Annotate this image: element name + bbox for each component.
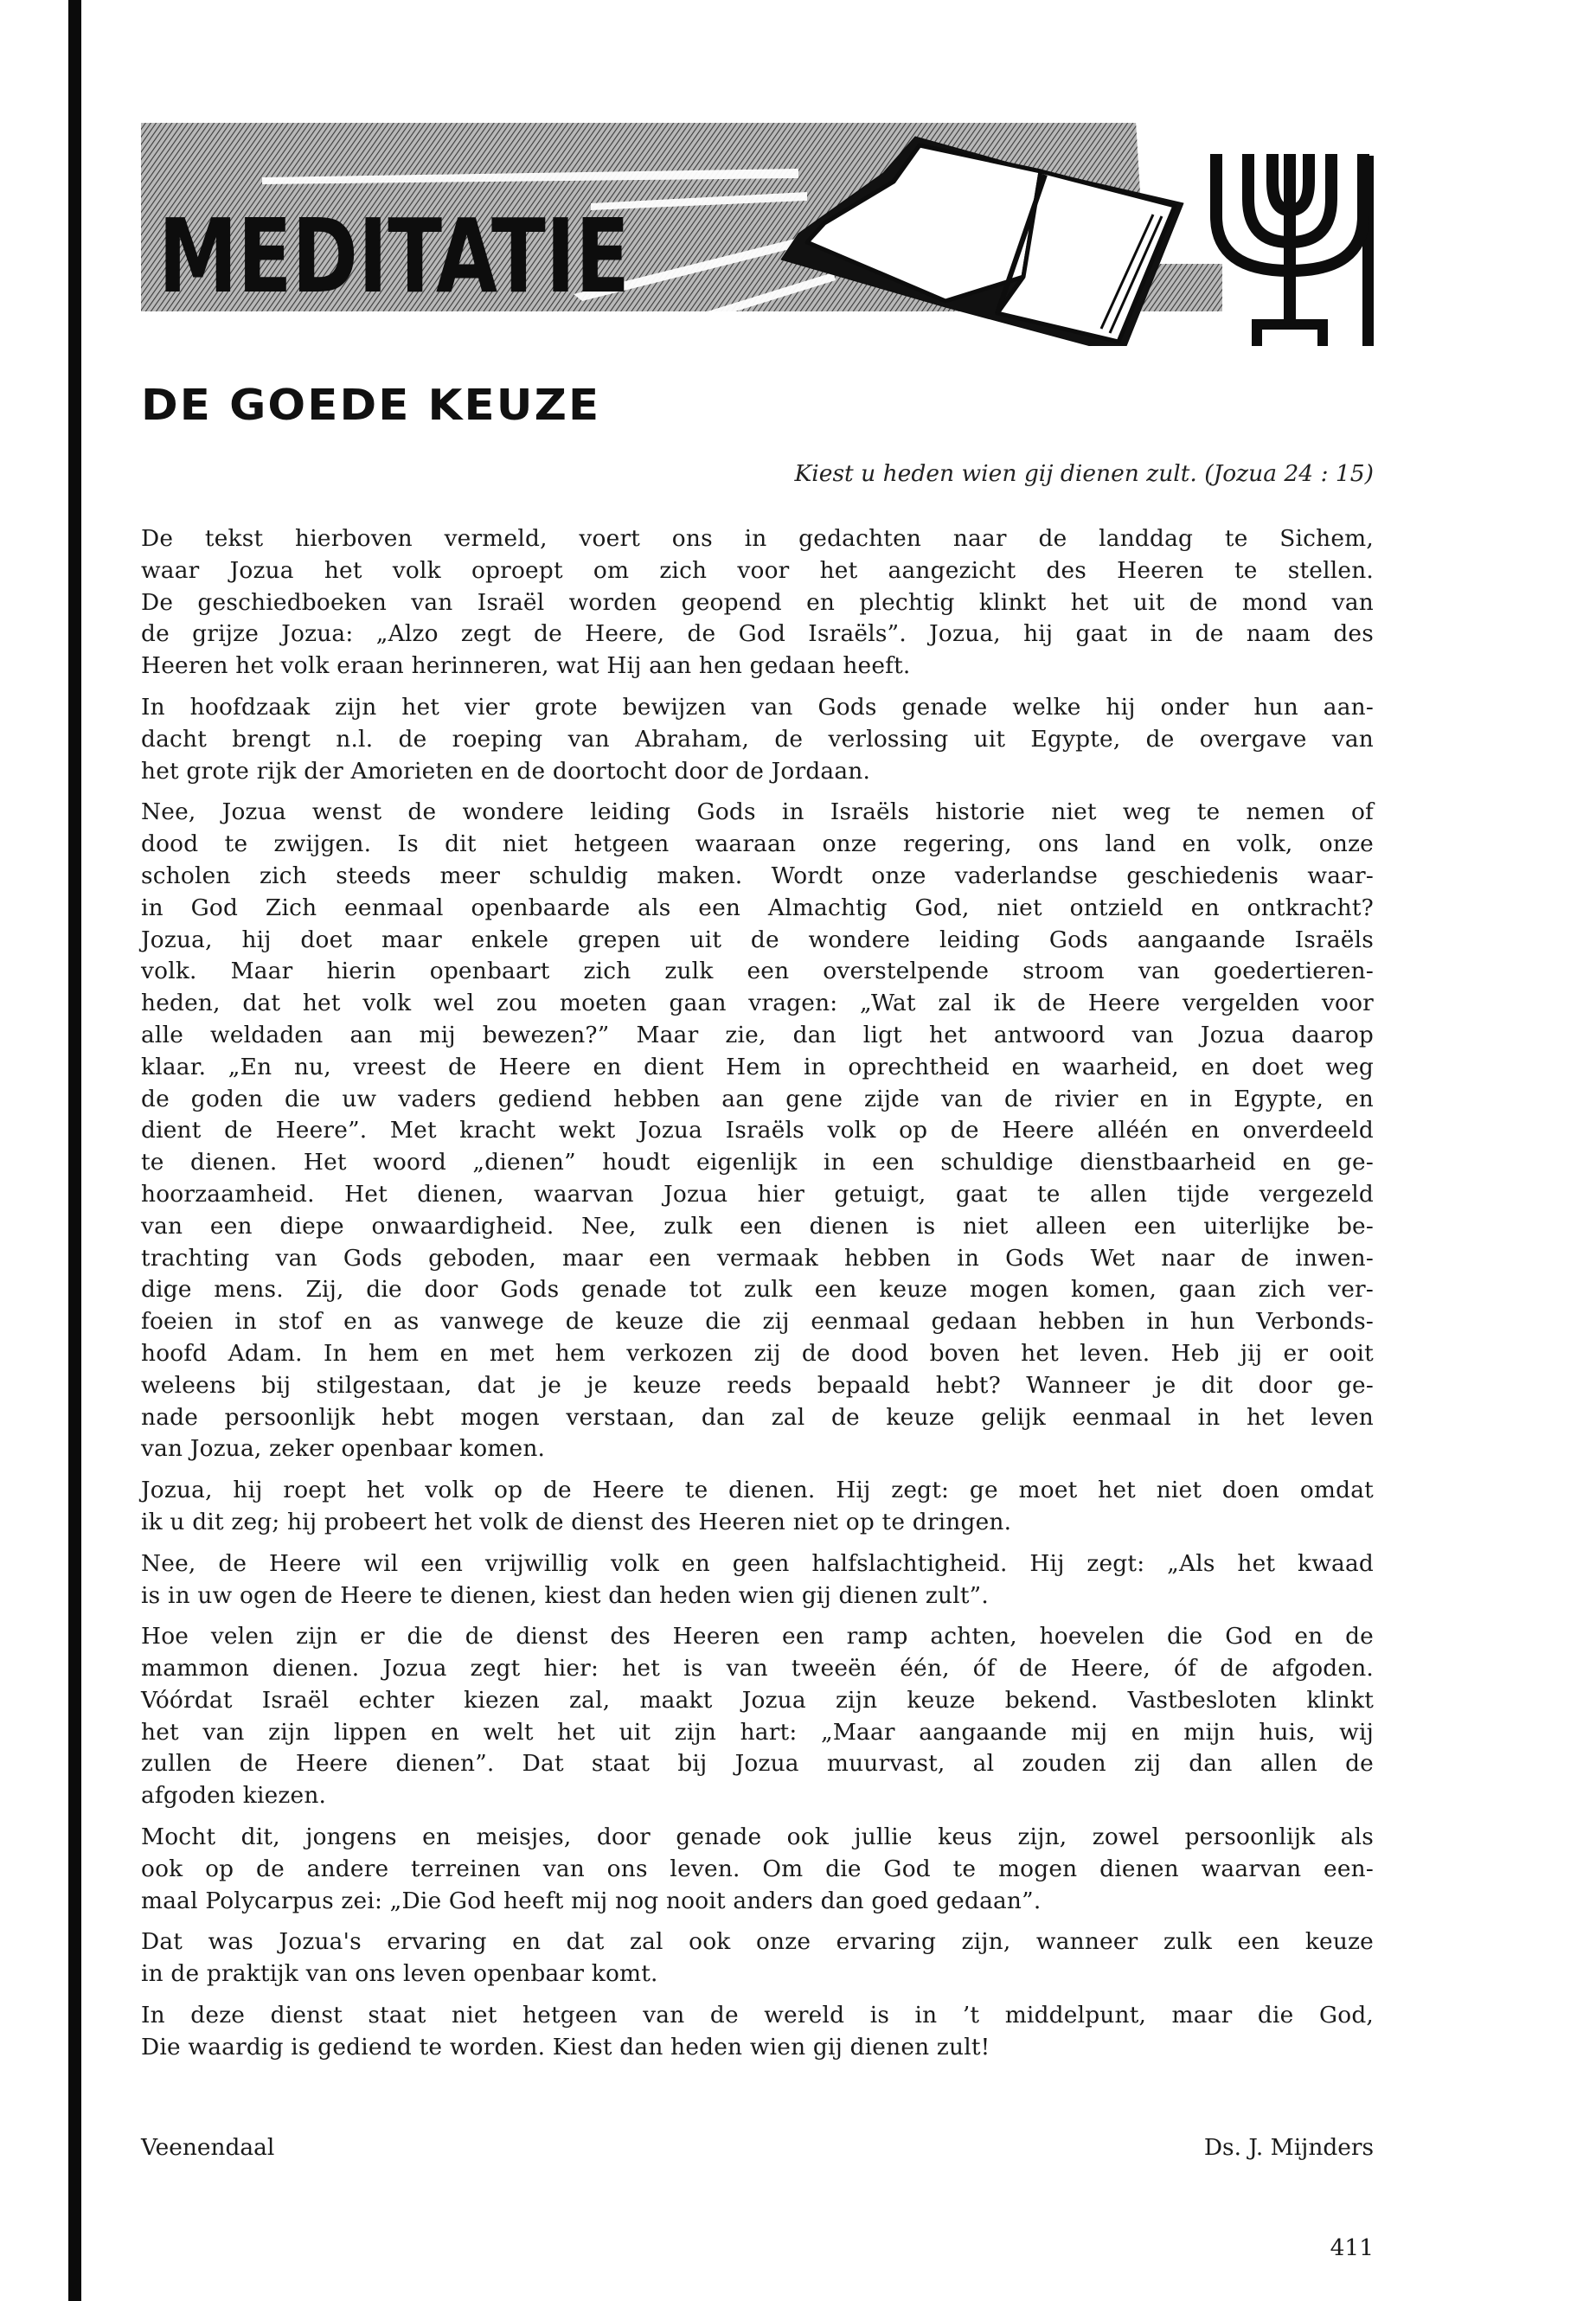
- text-line: van Jozua, zeker openbaar komen.: [141, 1435, 546, 1463]
- text-line: dood te zwijgen. Is dit niet hetgeen waaraan onze regering, ons land en volk, onze: [141, 830, 1374, 858]
- text-line: mammon dienen. Jozua zegt hier: het is van tweeën één, óf de Heere, óf de afgoden.: [141, 1655, 1374, 1682]
- text-line: dige mens. Zij, die door Gods genade tot zulk een keuze mogen komen, gaan zich ver-: [141, 1276, 1374, 1304]
- text-line: Hoe velen zijn er die de dienst des Heeren een ramp achten, hoevelen die God en de: [141, 1623, 1374, 1650]
- text-line: in God Zich eenmaal openbaarde als een Almachtig God, niet ontzield en ontkracht?: [141, 894, 1374, 921]
- text-line: trachting van Gods geboden, maar een vermaak hebben in Gods Wet naar de inwen-: [141, 1244, 1374, 1272]
- paragraph: [141, 523, 1374, 683]
- text-line: ik u dit zeg; hij probeert het volk de dienst des Heeren niet op te dringen.: [141, 1508, 1012, 1535]
- text-line: Nee, de Heere wil een vrijwillig volk en geen halfslachtigheid. Hij zegt: „Als het kwaad: [141, 1549, 1374, 1577]
- text-line: In hoofdzaak zijn het vier grote bewijzen van Gods genade welke hij onder hun aan-: [141, 693, 1374, 721]
- text-line: De geschiedboeken van Israël worden geopend en plechtig klinkt het uit de mond van: [141, 588, 1374, 616]
- text-line: alle weldaden aan mij bewezen?” Maar zie, dan ligt het antwoord van Jozua daarop: [141, 1021, 1374, 1048]
- text-line: zullen de Heere dienen”. Dat staat bij Jozua muurvast, al zouden zij dan allen de: [141, 1750, 1374, 1778]
- paragraph: [141, 1926, 1374, 1990]
- scan-edge-bar: [68, 0, 81, 2301]
- text-line: afgoden kiezen.: [141, 1782, 327, 1810]
- text-line: in de praktijk van ons leven openbaar komt.: [141, 1960, 658, 1988]
- text-line: Mocht dit, jongens en meisjes, door genade ook jullie keus zijn, zowel persoonlijk als: [141, 1823, 1374, 1851]
- text-line: het grote rijk der Amorieten en de doortocht door de Jordaan.: [141, 757, 871, 785]
- text-line: scholen zich steeds meer schuldig maken. Wordt onze vaderlandse geschiedenis waar-: [141, 862, 1374, 889]
- text-line: De tekst hierboven vermeld, voert ons in gedachten naar de landdag te Sichem,: [141, 525, 1374, 552]
- text-line: dacht brengt n.l. de roeping van Abraham, de verlossing uit Egypte, de overgave van: [141, 725, 1374, 753]
- text-line: het van zijn lippen en welt het uit zijn hart: „Maar aangaande mij en mijn huis, wij: [141, 1718, 1374, 1746]
- text-line: Heeren het volk eraan herinneren, wat Hij aan hen gedaan heeft.: [141, 652, 911, 680]
- text-line: te dienen. Het woord „dienen” houdt eigenlijk in een schuldige dienstbaarheid en ge-: [141, 1149, 1374, 1176]
- text-line: dient de Heere”. Met kracht wekt Jozua Israëls volk op de Heere alléén en onverdeeld: [141, 1117, 1374, 1144]
- article-title: DE GOEDE KEUZE: [141, 381, 601, 430]
- author-name: Ds. J. Mijnders: [1203, 2134, 1374, 2161]
- paragraph: [141, 1475, 1374, 1539]
- text-line: volk. Maar hierin openbaart zich zulk een overstelpende stroom van goedertieren-: [141, 958, 1374, 985]
- text-line: hoorzaamheid. Het dienen, waarvan Jozua hier getuigt, gaat te allen tijde vergezeld: [141, 1180, 1374, 1208]
- text-line: Dat was Jozua's ervaring en dat zal ook onze ervaring zijn, wanneer zulk een keuze: [141, 1928, 1374, 1956]
- text-line: de grijze Jozua: „Alzo zegt de Heere, de God Israëls”. Jozua, hij gaat in de naam des: [141, 620, 1374, 648]
- article-body: [141, 523, 1374, 2073]
- banner-label: MEDITATIE: [158, 196, 630, 316]
- text-line: maal Polycarpus zei: „Die God heeft mij nog nooit anders dan goed gedaan”.: [141, 1887, 1042, 1914]
- text-line: is in uw ogen de Heere te dienen, kiest dan heden wien gij dienen zult”.: [141, 1581, 989, 1609]
- text-line: Vóórdat Israël echter kiezen zal, maakt Jozua zijn keuze bekend. Vastbesloten klinkt: [141, 1686, 1374, 1714]
- text-line: heden, dat het volk wel zou moeten gaan vragen: „Wat zal ik de Heere vergelden voor: [141, 990, 1374, 1017]
- paragraph: [141, 692, 1374, 787]
- meditatie-banner: [141, 121, 1374, 346]
- text-line: nade persoonlijk hebt mogen verstaan, dan zal de keuze gelijk eenmaal in het leven: [141, 1403, 1374, 1431]
- text-line: weleens bij stilgestaan, dat je je keuze reeds bepaald hebt? Wanneer je dit door ge-: [141, 1371, 1374, 1399]
- text-line: foeien in stof en as vanwege de keuze die zij eenmaal gedaan hebben in hun Verbonds-: [141, 1308, 1374, 1336]
- text-line: van een diepe onwaardigheid. Nee, zulk een dienen is niet alleen een uiterlijke be-: [141, 1212, 1374, 1240]
- paragraph: [141, 1621, 1374, 1812]
- paragraph: [141, 797, 1374, 1465]
- text-line: Die waardig is gediend te worden. Kiest dan heden wien gij dienen zult!: [141, 2033, 990, 2061]
- text-line: Nee, Jozua wenst de wondere leiding Gods in Israëls historie niet weg te nemen of: [141, 798, 1374, 826]
- text-line: klaar. „En nu, vreest de Heere en dient Hem in oprechtheid en waarheid, en doet weg: [141, 1053, 1374, 1080]
- banner-illustration: [141, 121, 1374, 346]
- place-name: Veenendaal: [141, 2134, 275, 2161]
- page-number: 411: [1330, 2234, 1374, 2261]
- paragraph: [141, 2000, 1374, 2064]
- paragraph: [141, 1822, 1374, 1917]
- paragraph: [141, 1548, 1374, 1612]
- text-line: Jozua, hij roept het volk op de Heere te dienen. Hij zegt: ge moet het niet doen omdat: [141, 1477, 1374, 1504]
- epigraph: Kiest u heden wien gij dienen zult. (Jozua 24 : 15): [794, 460, 1374, 487]
- text-line: waar Jozua het volk oproept om zich voor het aangezicht des Heeren te stellen.: [141, 556, 1374, 584]
- text-line: ook op de andere terreinen van ons leven. Om die God te mogen dienen waarvan een-: [141, 1855, 1374, 1882]
- text-line: In deze dienst staat niet hetgeen van de wereld is in ’t middelpunt, maar die God,: [141, 2002, 1374, 2029]
- text-line: de goden die uw vaders gediend hebben aan gene zijde van de rivier en in Egypte, en: [141, 1085, 1374, 1112]
- text-line: hoofd Adam. In hem en met hem verkozen zij de dood boven het leven. Heb jij er ooit: [141, 1339, 1374, 1367]
- text-line: Jozua, hij doet maar enkele grepen uit de wondere leiding Gods aangaande Israëls: [141, 926, 1374, 953]
